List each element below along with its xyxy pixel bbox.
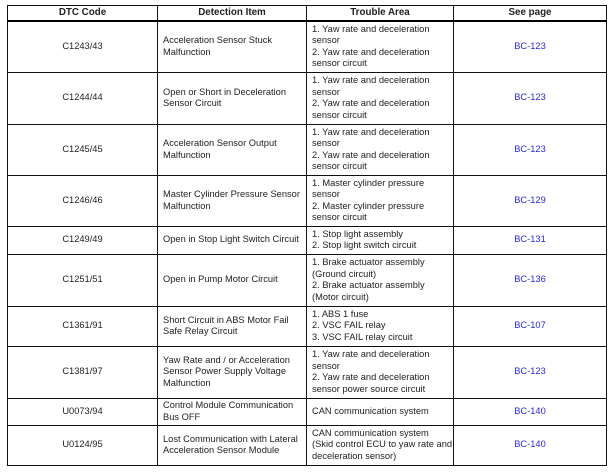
trouble-area-line: 2. Stop light switch circuit — [312, 240, 417, 250]
detection-item-line: Malfunction — [163, 149, 211, 160]
see-page-cell — [454, 306, 607, 346]
see-page-link[interactable]: BC-129 — [514, 194, 546, 205]
trouble-area-line: sensor — [312, 86, 340, 97]
trouble-area-line: sensor circuit — [312, 161, 367, 171]
dtc-code-cell: C1361/91 — [8, 306, 158, 346]
trouble-area-line: sensor circuit — [312, 58, 367, 69]
trouble-area-line: sensor circuit — [312, 109, 367, 120]
header-row — [8, 6, 607, 22]
trouble-area-line: 1. Stop light assembly — [312, 228, 403, 239]
table-row — [8, 398, 607, 425]
trouble-area-line: 2. Master cylinder pressure — [312, 200, 425, 211]
detection-item-cell — [158, 425, 307, 465]
see-page-link[interactable]: BC-123 — [514, 366, 546, 377]
trouble-area-line: 2. Brake actuator assembly — [312, 280, 425, 290]
trouble-area-line: 2. Yaw rate and deceleration — [312, 98, 430, 108]
detection-item-line: Safe Relay Circuit — [163, 326, 238, 336]
see-page-cell — [454, 425, 607, 465]
detection-item-line: Malfunction — [163, 46, 211, 57]
see-page-cell — [454, 72, 607, 124]
trouble-area-line: CAN communication system — [312, 405, 429, 416]
see-page-cell — [454, 175, 607, 226]
table-row — [8, 425, 607, 465]
table-row — [8, 226, 607, 254]
detection-item-line: Open or Short in Deceleration — [163, 86, 286, 97]
trouble-area-line: 2. Yaw rate and deceleration — [312, 149, 430, 160]
trouble-area-cell — [307, 124, 454, 175]
see-page-link[interactable]: BC-123 — [514, 41, 546, 51]
table-row — [8, 306, 607, 346]
detection-item-line: Lost Communication with Lateral — [163, 433, 298, 444]
trouble-area-cell — [307, 21, 454, 72]
trouble-area-cell — [307, 72, 454, 124]
detection-item-line: Yaw Rate and / or Acceleration — [163, 354, 290, 365]
header-dtc-code: DTC Code — [8, 6, 158, 22]
detection-item-line: Open in Pump Motor Circuit — [163, 274, 278, 285]
detection-item-line: Sensor Circuit — [163, 98, 222, 108]
trouble-area-line: 1. Brake actuator assembly — [312, 257, 425, 267]
see-page-cell — [454, 21, 607, 72]
trouble-area-line: CAN communication system — [312, 427, 429, 438]
dtc-table — [7, 5, 607, 466]
dtc-code-cell: U0124/95 — [8, 425, 158, 465]
dtc-code-cell: C1381/97 — [8, 346, 158, 398]
detection-item-line: Open in Stop Light Switch Circuit — [163, 234, 299, 245]
trouble-area-line: (Ground circuit) — [312, 268, 377, 279]
dtc-code-cell: C1243/43 — [8, 21, 158, 72]
detection-item-cell — [158, 306, 307, 346]
dtc-code-cell: C1245/45 — [8, 124, 158, 175]
trouble-area-line: sensor power source circuit — [312, 383, 426, 394]
see-page-link[interactable]: BC-123 — [514, 92, 546, 103]
detection-item-cell — [158, 175, 307, 226]
trouble-area-line: 1. Yaw rate and deceleration — [312, 349, 430, 359]
dtc-code-cell: C1251/51 — [8, 254, 158, 306]
trouble-area-cell — [307, 425, 454, 465]
trouble-area-cell — [307, 398, 454, 425]
trouble-area-line: sensor — [312, 35, 340, 46]
detection-item-line: Acceleration Sensor Module — [163, 445, 280, 455]
trouble-area-line: sensor — [312, 360, 340, 371]
detection-item-cell — [158, 398, 307, 425]
detection-item-cell — [158, 124, 307, 175]
detection-item-line: Short Circuit in ABS Motor Fail — [163, 314, 289, 325]
detection-item-line: Bus OFF — [163, 411, 201, 422]
detection-item-cell — [158, 346, 307, 398]
header-see-page: See page — [454, 6, 607, 22]
see-page-cell — [454, 254, 607, 306]
trouble-area-line: 1. ABS 1 fuse — [312, 308, 369, 319]
trouble-area-line: 2. Yaw rate and deceleration — [312, 46, 430, 57]
detection-item-line: Acceleration Sensor Stuck — [163, 35, 273, 46]
trouble-area-line: (Skid control ECU to yaw rate and — [312, 439, 453, 450]
see-page-link[interactable]: BC-136 — [514, 274, 546, 285]
see-page-link[interactable]: BC-107 — [514, 320, 546, 331]
detection-item-line: Sensor Power Supply Voltage — [163, 366, 287, 377]
trouble-area-line: sensor circuit — [312, 212, 367, 222]
see-page-link[interactable]: BC-140 — [514, 439, 546, 450]
trouble-area-line: 1. Yaw rate and deceleration — [312, 23, 430, 34]
see-page-link[interactable]: BC-123 — [514, 143, 546, 154]
trouble-area-line: 3. VSC FAIL relay circuit — [312, 331, 413, 342]
dtc-code-cell: C1246/46 — [8, 175, 158, 226]
detection-item-line: Master Cylinder Pressure Sensor — [163, 189, 300, 199]
trouble-area-cell — [307, 175, 454, 226]
trouble-area-cell — [307, 346, 454, 398]
trouble-area-line: 1. Yaw rate and deceleration — [312, 126, 430, 137]
header-detection-item: Detection Item — [158, 6, 307, 22]
table-row — [8, 346, 607, 398]
trouble-area-line: 2. VSC FAIL relay — [312, 320, 386, 331]
trouble-area-line: 2. Yaw rate and deceleration — [312, 372, 430, 382]
detection-item-cell — [158, 226, 307, 254]
detection-item-cell — [158, 21, 307, 72]
see-page-cell — [454, 124, 607, 175]
trouble-area-line: sensor — [312, 138, 340, 148]
detection-item-line: Malfunction — [163, 200, 211, 211]
trouble-area-cell — [307, 254, 454, 306]
dtc-code-cell: U0073/94 — [8, 398, 158, 425]
see-page-link[interactable]: BC-140 — [514, 405, 546, 416]
table-row — [8, 175, 607, 226]
see-page-cell — [454, 398, 607, 425]
detection-item-line: Malfunction — [163, 377, 211, 388]
see-page-cell — [454, 346, 607, 398]
header-trouble-area: Trouble Area — [307, 6, 454, 22]
table-row — [8, 21, 607, 72]
detection-item-cell — [158, 254, 307, 306]
trouble-area-line: sensor — [312, 189, 340, 199]
table-row — [8, 72, 607, 124]
see-page-link[interactable]: BC-131 — [514, 234, 546, 245]
table-row — [8, 254, 607, 306]
see-page-cell — [454, 226, 607, 254]
trouble-area-line: (Motor circuit) — [312, 291, 369, 302]
detection-item-cell — [158, 72, 307, 124]
trouble-area-cell — [307, 226, 454, 254]
trouble-area-line: 1. Master cylinder pressure — [312, 177, 425, 188]
dtc-code-cell: C1244/44 — [8, 72, 158, 124]
detection-item-line: Acceleration Sensor Output — [163, 138, 277, 148]
detection-item-line: Control Module Communication — [163, 400, 294, 410]
table-row — [8, 124, 607, 175]
trouble-area-cell — [307, 306, 454, 346]
trouble-area-line: 1. Yaw rate and deceleration — [312, 75, 430, 85]
trouble-area-line: deceleration sensor) — [312, 450, 397, 461]
dtc-code-cell: C1249/49 — [8, 226, 158, 254]
